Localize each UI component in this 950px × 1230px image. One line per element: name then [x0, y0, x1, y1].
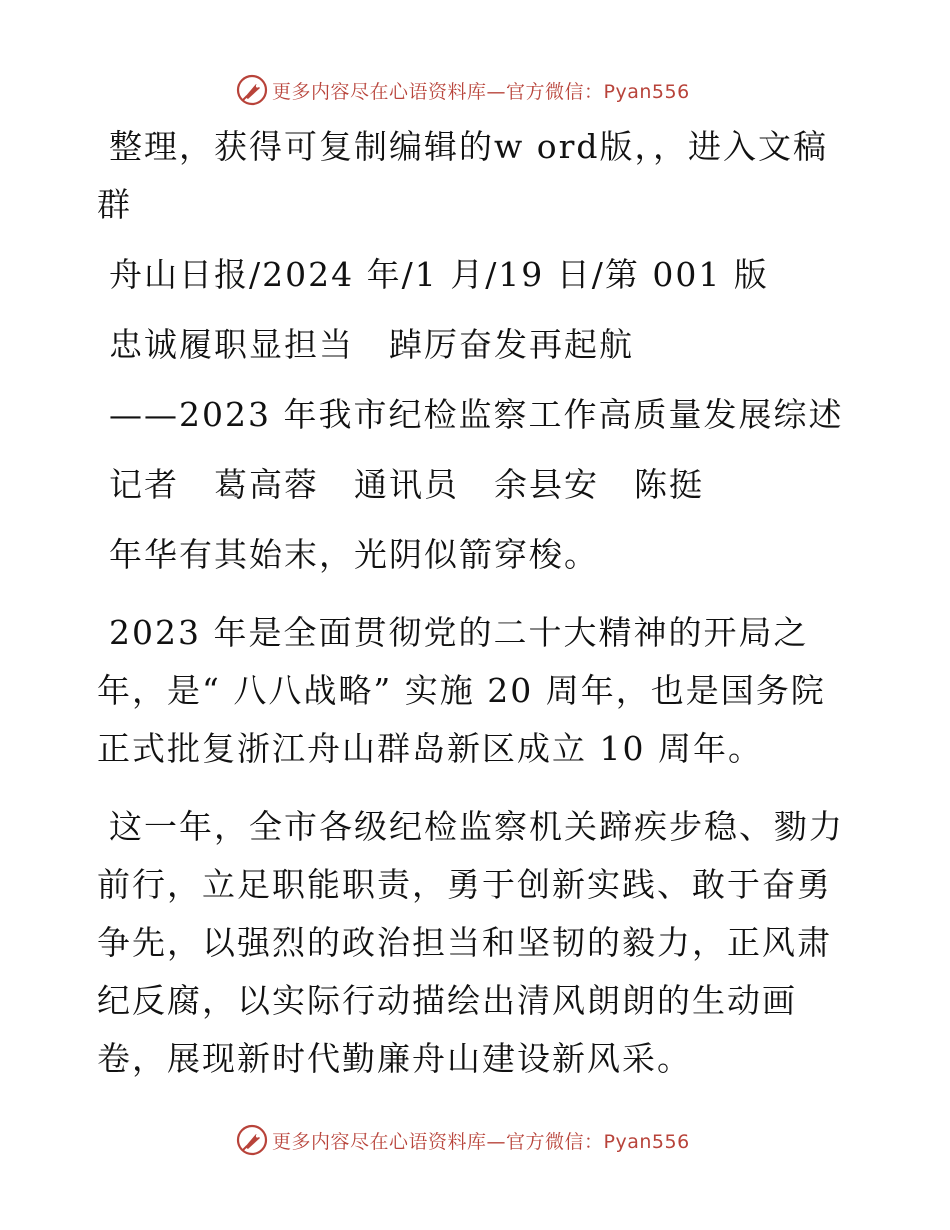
document-body — [97, 118, 857, 1108]
pen-nib-logo-icon — [236, 1124, 268, 1156]
footer-watermark-banner — [236, 1122, 690, 1158]
intro-paragraph: 整理，获得可复制编辑的w ord版，，进入文稿群 — [97, 127, 829, 224]
article-title: 忠诚履职显担当 踔厉奋发再起航 — [109, 325, 634, 364]
article-subtitle: ——2023 年我市纪检监察工作高质量发展综述 — [109, 395, 844, 434]
pen-nib-logo-icon — [236, 74, 268, 106]
body-paragraph: 这一年，全市各级纪检监察机关蹄疾步稳、勠力前行，立足职能职责，勇于创新实践、敢于奋勇争先，以强烈的政治担当和坚韧的毅力，正风肃纪反腐，以实际行动描绘出清风朗朗的生动画卷，展现新时代勤廉舟山建设新风采。 — [97, 807, 844, 1078]
body-paragraph: 2023 年是全面贯彻党的二十大精神的开局之年，是“ 八八战略” 实施 20 周年，也是国务院正式批复浙江舟山群岛新区成立 10 周年。 — [97, 613, 826, 768]
article-byline: 记者 葛高蓉 通讯员 余县安 陈挺 — [109, 465, 704, 504]
footer-watermark-text: 更多内容尽在心语资料库—官方微信：Pyan556 — [272, 1130, 690, 1153]
header-watermark-text: 更多内容尽在心语资料库—官方微信：Pyan556 — [272, 80, 690, 103]
header-watermark-banner — [236, 72, 690, 108]
newspaper-source-line: 舟山日报/2024 年/1 月/19 日/第 001 版 — [109, 255, 769, 294]
body-paragraph: 年华有其始末，光阴似箭穿梭。 — [109, 535, 599, 574]
